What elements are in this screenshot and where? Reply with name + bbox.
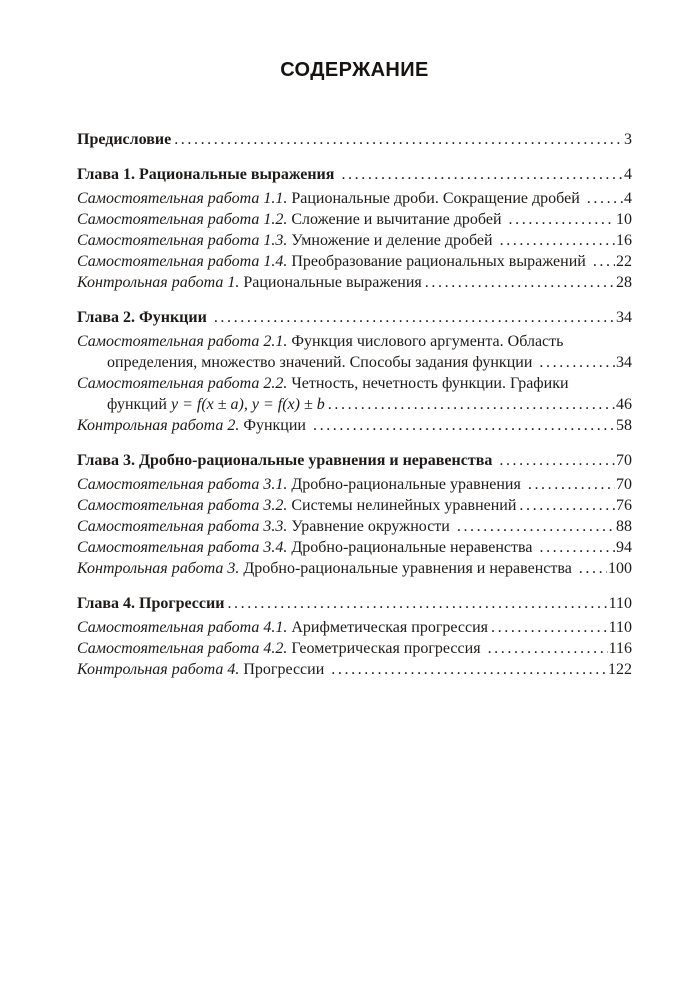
toc-entry (77, 129, 632, 150)
toc-group-chapter-4 (77, 593, 632, 680)
page-number: 46 (616, 396, 632, 413)
entry-label-italic: Самостоятельная работа 3.2. (77, 497, 288, 514)
entry-label-italic: Самостоятельная работа 1.3. (77, 232, 288, 249)
page-number: 22 (616, 253, 632, 270)
page-number: 34 (616, 354, 632, 371)
page-number: 34 (616, 309, 632, 326)
toc-entry-line (77, 638, 632, 659)
page-number: 28 (616, 274, 632, 291)
dot-leader (174, 129, 623, 150)
dot-leader (457, 516, 615, 537)
page-number: 76 (616, 497, 632, 514)
toc-entry-line (77, 558, 632, 579)
entry-text: Сложение и вычитание дробей (287, 211, 506, 228)
page-number: 110 (608, 595, 632, 612)
dot-leader (488, 638, 608, 659)
toc-entry (77, 230, 632, 251)
entry-label-italic: Самостоятельная работа 3.4. (77, 539, 288, 556)
toc-entry-line (77, 272, 632, 293)
toc-list (77, 129, 632, 680)
toc-entry (77, 495, 632, 516)
entry-title-bold: Предисловие (77, 131, 172, 148)
entry-label-italic: Контрольная работа 3. (77, 560, 240, 577)
entry-text: Функции (239, 417, 310, 434)
entry-title-bold: Глава 1. Рациональные выражения (77, 166, 339, 183)
entry-text: Системы нелинейных уравнений (287, 497, 517, 514)
toc-entry (77, 415, 632, 436)
entry-label-italic: Самостоятельная работа 1.1. (77, 190, 288, 207)
toc-group-chapter-1 (77, 164, 632, 293)
dot-leader (587, 188, 623, 209)
toc-entry (77, 251, 632, 272)
entry-text: Рациональные выражения (239, 274, 422, 291)
toc-chapter-entry (77, 307, 632, 328)
toc-entry-line (77, 251, 632, 272)
toc-entry-line (77, 209, 632, 230)
toc-entry (77, 537, 632, 558)
toc-entry (77, 474, 632, 495)
toc-entry-line (77, 495, 632, 516)
entry-formula: y = f(x ± a), y = f(x) ± b (171, 396, 325, 413)
entry-text: Уравнение окружности (287, 518, 454, 535)
page-number: 4 (624, 190, 632, 207)
toc-entry (77, 331, 632, 373)
page-title: СОДЕРЖАНИЕ (280, 59, 429, 81)
toc-entry-line (77, 593, 632, 614)
page-number: 16 (616, 232, 632, 249)
dot-leader (528, 474, 615, 495)
entry-label-italic: Самостоятельная работа 4.1. (77, 619, 288, 636)
toc-entry (77, 558, 632, 579)
page-number: 94 (616, 539, 632, 556)
page-number: 88 (616, 518, 632, 535)
dot-leader (579, 558, 607, 579)
entry-text: Рациональные дроби. Сокращение дробей (287, 190, 584, 207)
entry-title-bold: Глава 3. Дробно-рациональные уравнения и неравенства (77, 452, 497, 469)
page-number: 116 (608, 640, 632, 657)
toc-entry-line (77, 373, 632, 394)
entry-text: Четность, нечетность функции. Графики (287, 375, 569, 392)
dot-leader (539, 537, 615, 558)
toc-entry-line (77, 537, 632, 558)
entry-title-bold: Глава 4. Прогрессии (77, 595, 225, 612)
page-number: 70 (616, 452, 632, 469)
dot-leader (593, 251, 615, 272)
dot-leader (313, 415, 615, 436)
entry-label-italic: Контрольная работа 1. (77, 274, 240, 291)
entry-label-italic: Самостоятельная работа 2.2. (77, 375, 288, 392)
page-number: 70 (616, 476, 632, 493)
toc-entry-line (77, 331, 632, 352)
dot-leader (328, 394, 615, 415)
entry-label-italic: Самостоятельная работа 2.1. (77, 333, 288, 350)
dot-leader (425, 272, 615, 293)
toc-entry (77, 373, 632, 415)
toc-entry-line (77, 230, 632, 251)
dot-leader (499, 450, 615, 471)
toc-entry-line (77, 659, 632, 680)
toc-chapter-entry (77, 164, 632, 185)
dot-leader (509, 209, 615, 230)
toc-entry-line (77, 307, 632, 328)
toc-entry (77, 209, 632, 230)
toc-entry-line (77, 474, 632, 495)
entry-text: определения, множество значений. Способы задания функции (107, 354, 537, 371)
entry-title-bold: Глава 2. Функции (77, 309, 211, 326)
entry-label-italic: Самостоятельная работа 1.2. (77, 211, 288, 228)
entry-label-italic: Самостоятельная работа 3.1. (77, 476, 288, 493)
entry-label-italic: Контрольная работа 2. (77, 417, 240, 434)
toc-entry-line (77, 394, 632, 415)
entry-text: Умножение и деление дробей (287, 232, 497, 249)
toc-entry-line (77, 516, 632, 537)
entry-text: Дробно-рациональные уравнения (287, 476, 525, 493)
dot-leader (491, 617, 608, 638)
page-number: 3 (624, 131, 632, 148)
page-number: 110 (608, 619, 632, 636)
toc-chapter-entry (77, 450, 632, 471)
dot-leader (519, 495, 615, 516)
toc-chapter-entry (77, 593, 632, 614)
toc-entry (77, 659, 632, 680)
entry-label-italic: Самостоятельная работа 1.4. (77, 253, 288, 270)
entry-text: Геометрическая прогрессия (287, 640, 485, 657)
toc-group-preface (77, 129, 632, 150)
toc-entry (77, 272, 632, 293)
toc-group-chapter-3 (77, 450, 632, 579)
toc-entry-line (77, 164, 632, 185)
entry-text: Прогрессии (239, 661, 329, 678)
toc-entry-line (77, 129, 632, 150)
entry-label-italic: Контрольная работа 4. (77, 661, 240, 678)
page-number: 58 (616, 417, 632, 434)
dot-leader (227, 593, 607, 614)
page-number: 4 (624, 166, 632, 183)
toc-entry-line (77, 415, 632, 436)
entry-text: функций (107, 396, 171, 413)
dot-leader (341, 164, 623, 185)
entry-text: Дробно-рациональные уравнения и неравенства (239, 560, 576, 577)
entry-text: Арифметическая прогрессия (287, 619, 489, 636)
toc-group-chapter-2 (77, 307, 632, 436)
dot-leader (500, 230, 615, 251)
entry-text: Функция числового аргумента. Область (287, 333, 564, 350)
toc-entry (77, 188, 632, 209)
page-number: 100 (608, 560, 632, 577)
toc-entry (77, 516, 632, 537)
entry-text: Преобразование рациональных выражений (287, 253, 590, 270)
toc-entry-line (77, 352, 632, 373)
entry-label-italic: Самостоятельная работа 4.2. (77, 640, 288, 657)
page-number: 10 (616, 211, 632, 228)
toc-entry (77, 617, 632, 638)
toc-entry-line (77, 450, 632, 471)
entry-text: Дробно-рациональные неравенства (287, 539, 537, 556)
toc-entry-line (77, 617, 632, 638)
entry-label-italic: Самостоятельная работа 3.3. (77, 518, 288, 535)
dot-leader (331, 659, 607, 680)
dot-leader (214, 307, 615, 328)
toc-entry-line (77, 188, 632, 209)
page-number: 122 (608, 661, 632, 678)
toc-entry (77, 638, 632, 659)
dot-leader (539, 352, 615, 373)
